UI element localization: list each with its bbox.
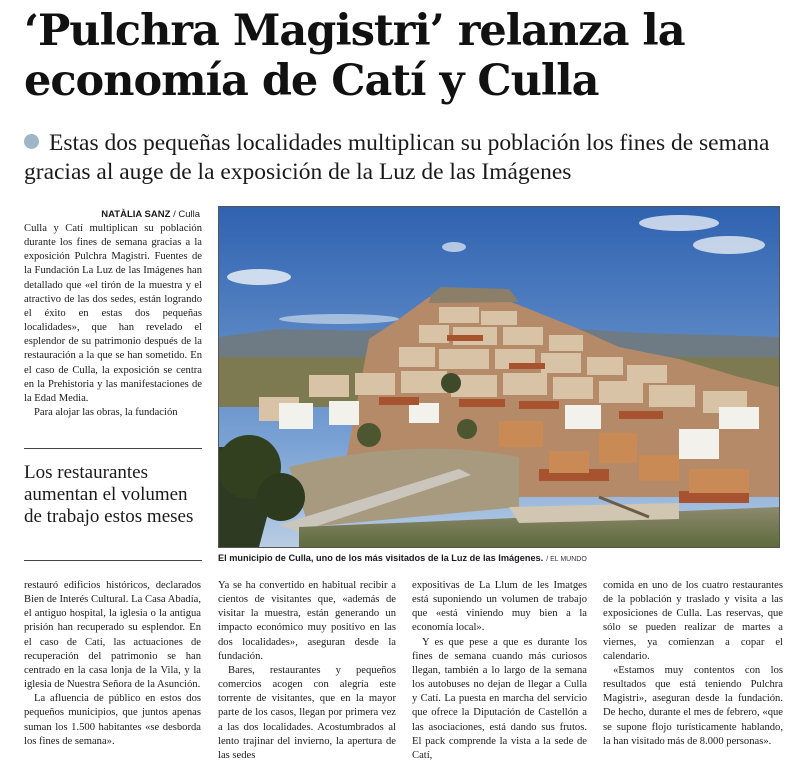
body-paragraph: restauró edificios históricos, declarados Bien de Interés Cultural. La Casa Abadía, el antiguo hospital, la iglesia o la antigua prisión han recuperado su esplendor. En el caso de Catí, las actuaciones de recuperación del patrimonio se han centrado en la casa lonja de la Vila, y la iglesia de Nuestra Señora de la Asunción. bbox=[24, 580, 201, 691]
body-column-4 bbox=[603, 579, 783, 769]
body-paragraph: La afluencia de público en estos dos pequeños municipios, que juntos apenas suman los 1.500 habitantes «se desborda los fines de semana». bbox=[24, 693, 201, 747]
pullquote-bottom-rule bbox=[24, 560, 202, 561]
body-column-3 bbox=[412, 579, 587, 769]
subhead-text: Estas dos pequeñas localidades multiplican su población los fines de semana gracias al auge de la exposición de la Luz de las Imágenes bbox=[24, 130, 770, 185]
body-column-1 bbox=[24, 579, 201, 769]
byline bbox=[100, 209, 200, 220]
pullquote-top-rule bbox=[24, 448, 202, 449]
pullquote: Los restaurantes aumentan el volumen de trabajo estos meses bbox=[24, 462, 194, 527]
byline-author: NATÀLIA SANZ bbox=[101, 209, 171, 220]
body-column-2 bbox=[218, 579, 396, 769]
photo-caption-text: El municipio de Culla, uno de los más visitados de la Luz de las Imágenes. bbox=[218, 553, 544, 563]
intro-paragraph: Culla y Catí multiplican su población durante los fines de semana gracias a la exposición Pulchra Magistri. Fuentes de la Fundación La Luz de las Imágenes han detallado que «el tirón de la muestra y el atractivo de las dos sedes, están logrando el éxito en estas dos pequeñas localidades», que han revelado el esplendor de su patrimonio después de la restauración a la que se han sometido. En el caso de Culla, la exposición se centra en la Prehistoria y las manifestaciones de la Edad Media. bbox=[24, 223, 202, 404]
subhead bbox=[24, 129, 784, 187]
intro-paragraph: Para alojar las obras, la fundación bbox=[34, 407, 178, 419]
body-paragraph: Y es que pese a que es durante los fines de semana cuando más curiosos llegan, también a lo largo de la semana los autobuses no dejan de llegar a Culla y Catí. La puesta en marcha del servicio que ofrece la Diputación de Castellón a las asociaciones, está dando sus frutos. El pack comprende la vista a la sede de Catí, bbox=[412, 636, 587, 761]
body-paragraph: expositivas de La Llum de les Imatges está suponiendo un volumen de trabajo que «está viniendo muy bien a la economía local». bbox=[412, 580, 587, 634]
town-photo bbox=[218, 206, 780, 548]
body-paragraph: Bares, restaurantes y pequeños comercios acogen con alegría este torrente de visitantes, que en la mayor parte de los casos, llegan por primera vez a las dos localidades. Acostumbrados al lento trajinar del invierno, la apertura de las sedes bbox=[218, 664, 396, 761]
body-paragraph: «Estamos muy contentos con los resultados que está teniendo Pulchra Magistri», aseguran desde la fundación. De hecho, durante el mes de febrero, «que se supone flojo turísticamente hablando, la han visitado más de 8.000 personas». bbox=[603, 664, 783, 747]
photo-caption bbox=[218, 553, 784, 563]
intro-column bbox=[24, 222, 202, 436]
body-paragraph: comida en uno de los cuatro restaurantes de la población y traslado y visita a las exposiciones de Culla. Las reservas, que sólo se pueden realizar de martes a viernes, ya comienzan a copar el calendario. bbox=[603, 580, 783, 662]
headline: ‘Pulchra Magistri’ relanza la economía de Catí y Culla bbox=[24, 6, 685, 106]
body-paragraph: Ya se ha convertido en habitual recibir a cientos de visitantes que, «además de visitar la muestra, están generando un impacto económico muy positivo en las dos localidades», aseguran desde la fundación. bbox=[218, 580, 396, 662]
circle-bullet-icon bbox=[24, 134, 39, 149]
byline-location: / Culla bbox=[173, 209, 200, 220]
photo-credit: / EL MUNDO bbox=[546, 556, 587, 563]
